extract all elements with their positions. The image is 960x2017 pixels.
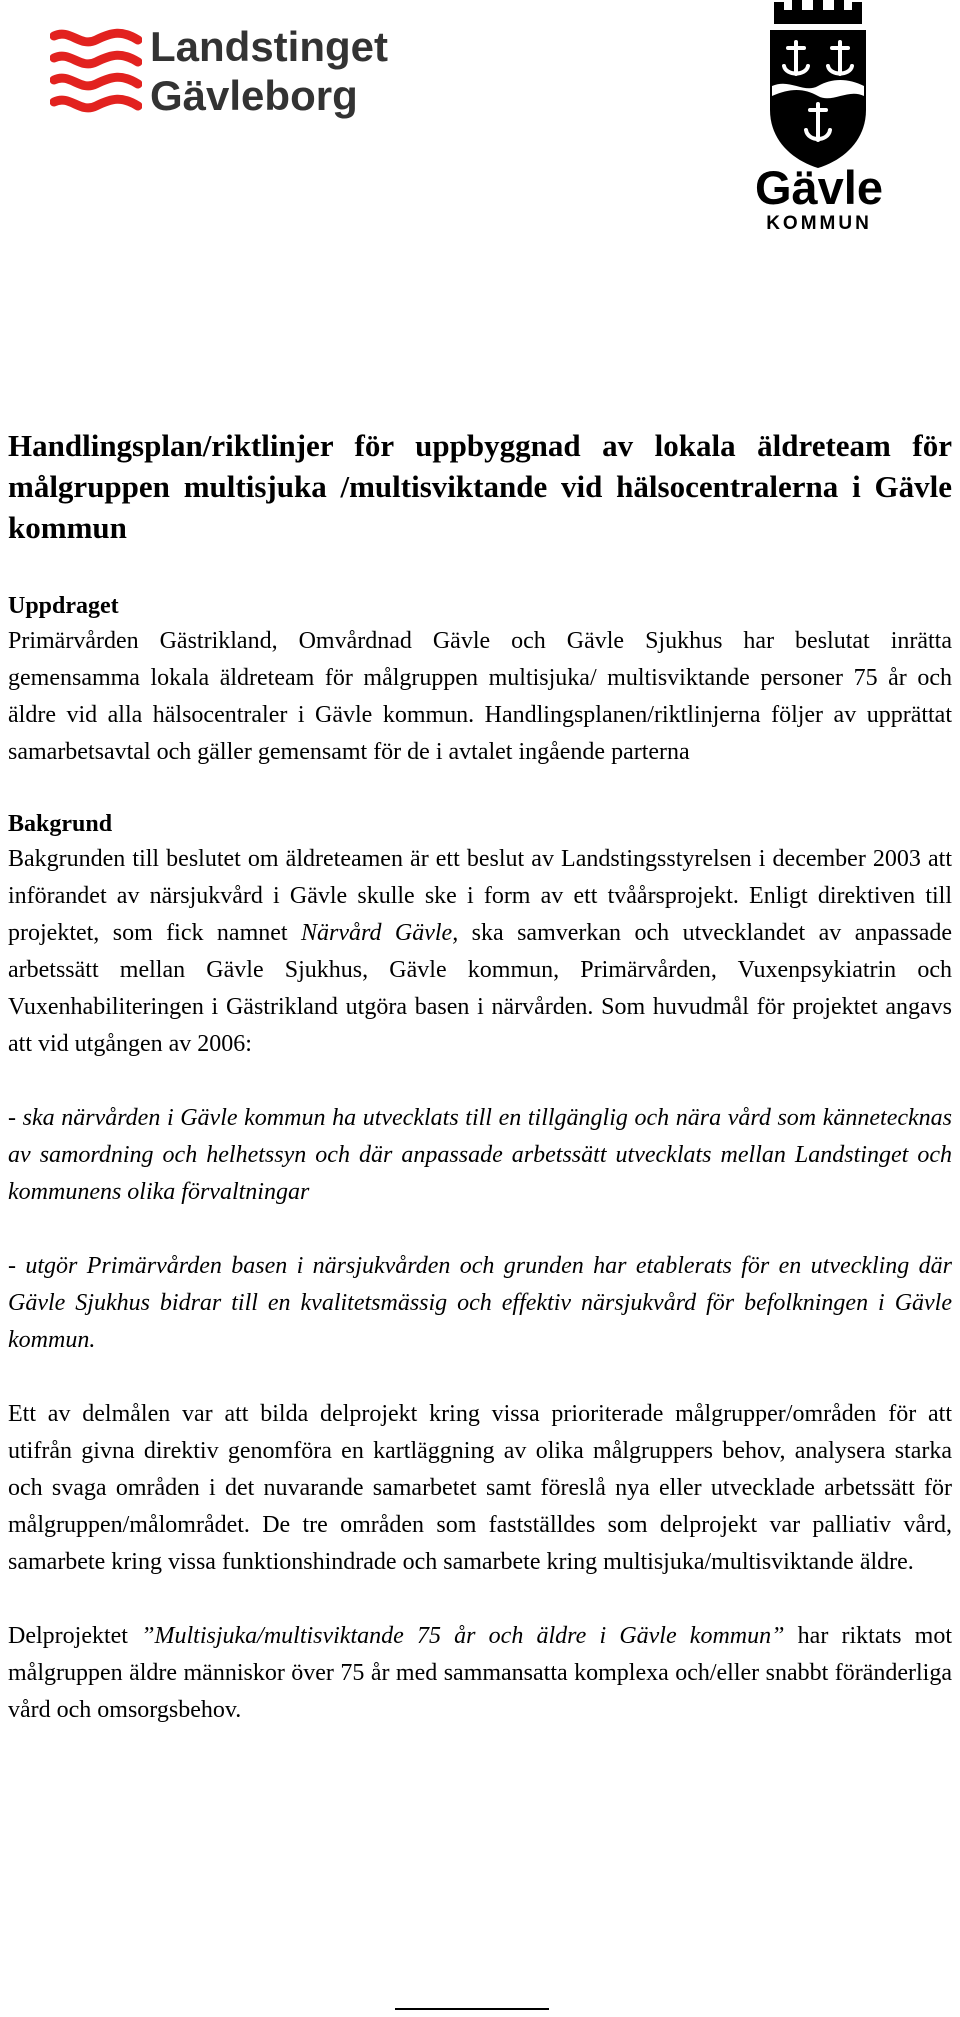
landstinget-logo-text bbox=[150, 22, 388, 120]
logo-line-1: Landstinget bbox=[150, 23, 388, 70]
bakgrund-paragraph-2: Ett av delmålen var att bilda delprojekt kring vissa prioriterade målgrupper/områden för att utifrån givna direktiv genomföra en kartläggning av olika målgruppers behov, analysera starka och svaga områden i det nuvarande samarbetet samt föreslå nya eller utvecklade arbetssätt för målgruppen/målområdet. De tre områden som fastställdes som delprojekt var palliativ vård, samarbete kring vissa funktionshindrade och samarbete kring multisjuka/multisviktande äldre. bbox=[8, 1401, 952, 1575]
subproject-name: ”Multisjuka/multisviktande 75 år och äldre i Gävle kommun” bbox=[141, 1623, 785, 1649]
bakgrund-paragraph-3 bbox=[8, 1618, 952, 1729]
section-heading-bakgrund: Bakgrund bbox=[8, 811, 113, 837]
section-heading-uppdraget: Uppdraget bbox=[8, 593, 119, 619]
gavle-logo-sub: KOMMUN bbox=[766, 213, 872, 234]
document-title: Handlingsplan/riktlinjer för uppbyggnad av lokala äldreteam för målgruppen multisjuka /multisviktande vid hälsocentralerna i Gävle kommun bbox=[8, 428, 952, 545]
para3-start: Delprojektet bbox=[8, 1623, 128, 1649]
bakgrund-text-1: Bakgrunden till beslutet om äldreteamen är ett beslut av Landstingsstyrelsen i december 2003 att införandet av närsjukvård i Gävle skulle ske i form av ett tvåårsprojekt. Enligt direktiven till projektet, som fick namnet bbox=[8, 846, 952, 946]
project-name: Närvård Gävle, bbox=[301, 920, 459, 946]
gavle-logo-name: Gävle bbox=[754, 161, 884, 214]
uppdraget-text: Primärvården Gästrikland, Omvårdnad Gävle och Gävle Sjukhus har beslutat inrätta gemensamma lokala äldreteam för målgruppen multisjuka/ multisviktande personer 75 år och äldre vid alla hälsocentraler i Gävle kommun. Handlingsplanen/riktlinjerna följer av upprättat samarbetsavtal och gäller gemensamt för de i avtalet ingående parterna bbox=[8, 628, 952, 765]
goal-2: - utgör Primärvården basen i närsjukvården och grunden har etablerats för en utveckling där Gävle Sjukhus bidrar till en kvalitetsmässig och effektiv närsjukvård för befolkningen i Gävle kommun. bbox=[8, 1253, 952, 1353]
para3-end: har riktats mot målgruppen äldre människor över 75 år med sammansatta komplexa och/eller snabbt föränderliga vård och omsorgsbehov. bbox=[8, 1623, 953, 1723]
gavle-coat-of-arms-icon bbox=[760, 0, 876, 170]
landstinget-gavleborg-logo bbox=[40, 8, 390, 138]
bakgrund-text-2: ska samverkan och utvecklandet av anpassade arbetssätt mellan Gävle Sjukhus, Gävle kommun, Primärvården, Vuxenpsykiatrin och Vuxenhabiliteringen i Gästrikland utgöra basen i närvården. Som huvudmål för projektet angavs att vid utgången av 2006: bbox=[8, 920, 952, 1057]
gavle-kommun-logo bbox=[746, 0, 892, 240]
document-body bbox=[8, 425, 952, 1729]
footnote-divider bbox=[395, 2008, 549, 2010]
bakgrund-paragraph-1 bbox=[8, 841, 952, 1063]
logo-line-2: Gävleborg bbox=[150, 72, 358, 119]
landstinget-stripes-icon bbox=[50, 26, 142, 114]
goal-1: - ska närvården i Gävle kommun ha utvecklats till en tillgänglig och nära vård som kännetecknas av samordning och helhetssyn och där anpassade arbetssätt utvecklats mellan Landstinget och kommunens olika förvaltningar bbox=[8, 1105, 952, 1205]
